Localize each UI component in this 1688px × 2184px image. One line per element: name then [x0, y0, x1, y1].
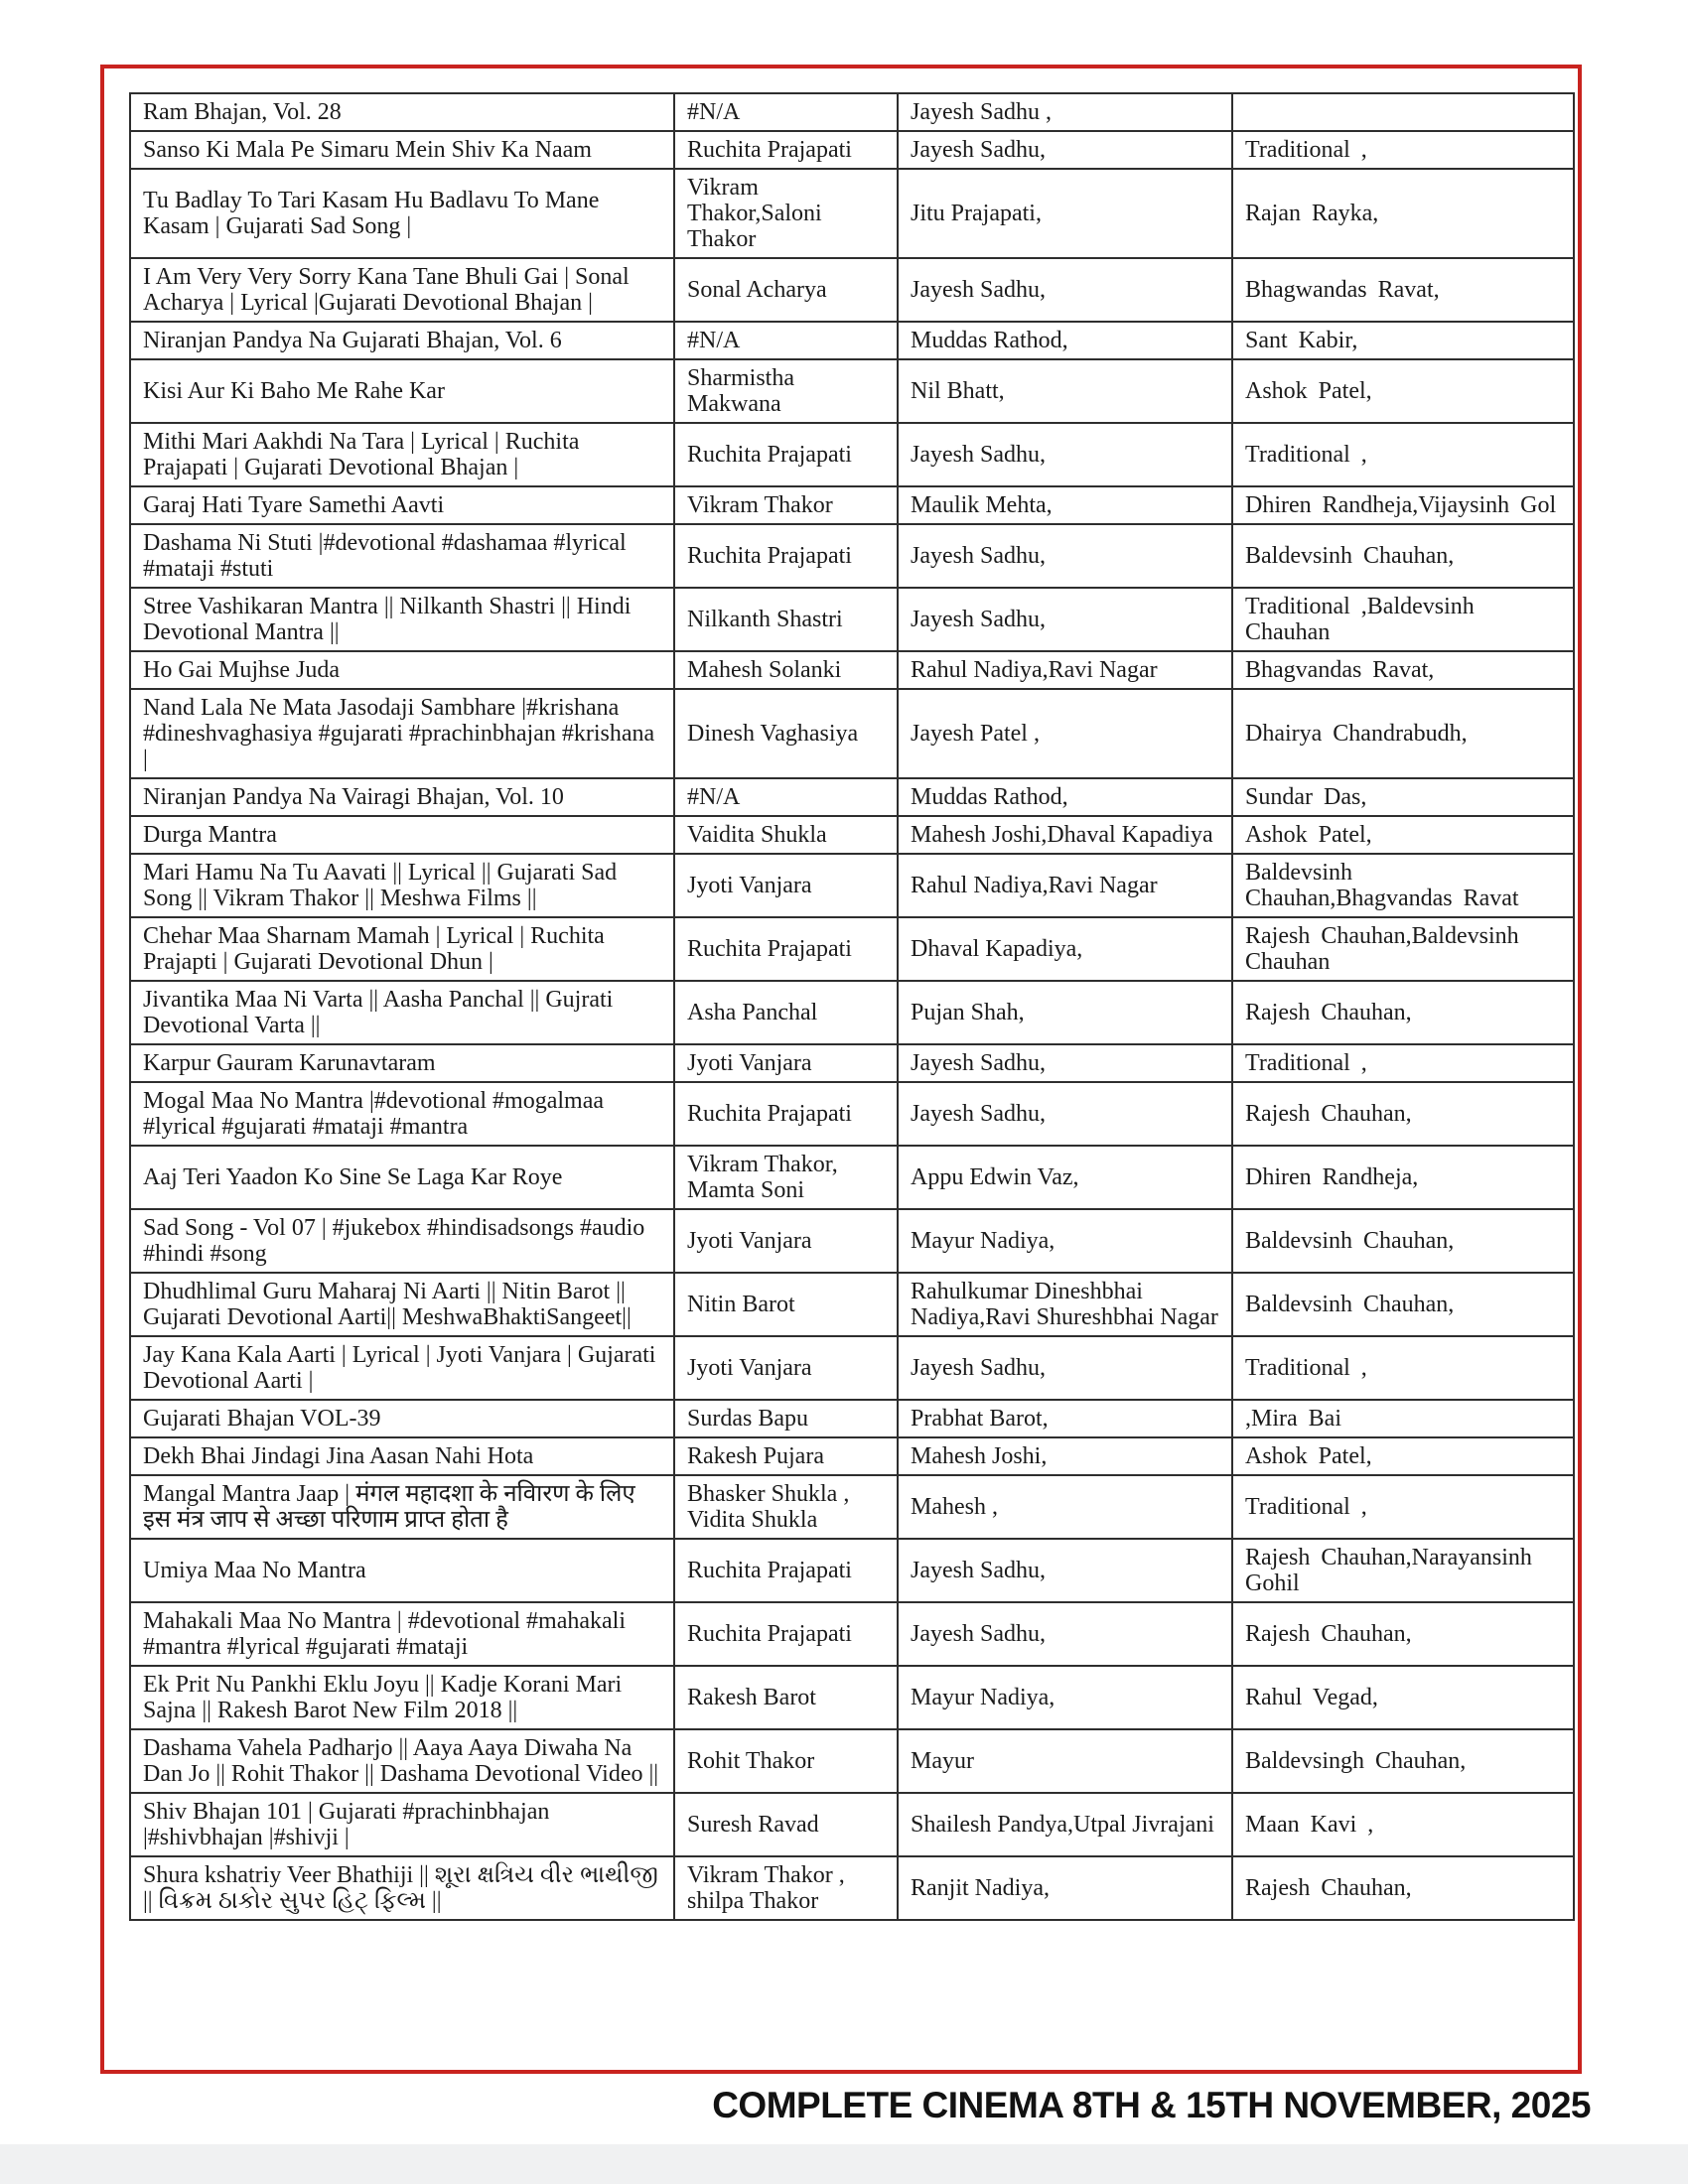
cell-music-director: Jayesh Sadhu, — [898, 1082, 1232, 1146]
cell-singer: Ruchita Prajapati — [674, 1082, 898, 1146]
table-row — [130, 1539, 1574, 1602]
cell-singer: Ruchita Prajapati — [674, 131, 898, 169]
cell-music-director: Jayesh Sadhu, — [898, 588, 1232, 651]
cell-lyricist: ,Mira Bai — [1232, 1400, 1574, 1437]
table-row — [130, 1146, 1574, 1209]
cell-lyricist — [1232, 93, 1574, 131]
cell-lyricist: Rajesh Chauhan,Baldevsinh Chauhan — [1232, 917, 1574, 981]
cell-music-director: Mayur Nadiya, — [898, 1666, 1232, 1729]
cell-singer: Nitin Barot — [674, 1273, 898, 1336]
cell-title: Mithi Mari Aakhdi Na Tara | Lyrical | Ruchita Prajapati | Gujarati Devotional Bhajan | — [130, 423, 674, 486]
cell-music-director: Shailesh Pandya,Utpal Jivrajani — [898, 1793, 1232, 1856]
cell-title: Ram Bhajan, Vol. 28 — [130, 93, 674, 131]
cell-music-director: Mayur — [898, 1729, 1232, 1793]
cell-lyricist: Baldevsinh Chauhan, — [1232, 524, 1574, 588]
table-row — [130, 778, 1574, 816]
table-row — [130, 917, 1574, 981]
cell-title: Mogal Maa No Mantra |#devotional #mogalmaa #lyrical #gujarati #mataji #mantra — [130, 1082, 674, 1146]
table-row — [130, 689, 1574, 778]
cell-lyricist: Rajesh Chauhan, — [1232, 1082, 1574, 1146]
cell-lyricist: Ashok Patel, — [1232, 359, 1574, 423]
table-row — [130, 131, 1574, 169]
cell-singer: Jyoti Vanjara — [674, 1336, 898, 1400]
page-bottom-shade — [0, 2144, 1688, 2184]
cell-title: Mangal Mantra Jaap | मंगल महादशा के नविारण के लिए इस मंत्र जाप से अच्छा परिणाम प्राप्त होता है — [130, 1475, 674, 1539]
cell-lyricist: Traditional , — [1232, 1044, 1574, 1082]
table-row — [130, 1602, 1574, 1666]
cell-lyricist: Ashok Patel, — [1232, 816, 1574, 854]
table-row — [130, 1856, 1574, 1920]
cell-lyricist: Baldevsingh Chauhan, — [1232, 1729, 1574, 1793]
cell-music-director: Jayesh Sadhu , — [898, 93, 1232, 131]
cell-lyricist: Rahul Vegad, — [1232, 1666, 1574, 1729]
cell-lyricist: Traditional ,Baldevsinh Chauhan — [1232, 588, 1574, 651]
footer-caption: COMPLETE CINEMA 8TH & 15TH NOVEMBER, 2025 — [712, 2085, 1591, 2125]
cell-title: Gujarati Bhajan VOL-39 — [130, 1400, 674, 1437]
cell-title: Shura kshatriy Veer Bhathiji || શૂરા ક્ષત્રિય વીર ભાથીજી || વિક્રમ ઠાકોર સુપર હિટ્ ફિલ્મ || — [130, 1856, 674, 1920]
cell-lyricist: Traditional , — [1232, 423, 1574, 486]
table-row — [130, 524, 1574, 588]
table-row — [130, 1437, 1574, 1475]
cell-lyricist: Rajesh Chauhan, — [1232, 1856, 1574, 1920]
cell-singer: Nilkanth Shastri — [674, 588, 898, 651]
cell-singer: #N/A — [674, 322, 898, 359]
cell-title: Mahakali Maa No Mantra | #devotional #mahakali #mantra #lyrical #gujarati #mataji — [130, 1602, 674, 1666]
cell-singer: Sharmistha Makwana — [674, 359, 898, 423]
table-row — [130, 1044, 1574, 1082]
table-row — [130, 1273, 1574, 1336]
cell-title: Ek Prit Nu Pankhi Eklu Joyu || Kadje Korani Mari Sajna || Rakesh Barot New Film 2018 || — [130, 1666, 674, 1729]
cell-title: I Am Very Very Sorry Kana Tane Bhuli Gai | Sonal Acharya | Lyrical |Gujarati Devotional Bhajan | — [130, 258, 674, 322]
cell-music-director: Dhaval Kapadiya, — [898, 917, 1232, 981]
cell-singer: Rohit Thakor — [674, 1729, 898, 1793]
cell-title: Niranjan Pandya Na Vairagi Bhajan, Vol. 10 — [130, 778, 674, 816]
cell-title: Dashama Vahela Padharjo || Aaya Aaya Diwaha Na Dan Jo || Rohit Thakor || Dashama Devotional Video || — [130, 1729, 674, 1793]
table-row — [130, 1336, 1574, 1400]
cell-title: Garaj Hati Tyare Samethi Aavti — [130, 486, 674, 524]
cell-singer: Asha Panchal — [674, 981, 898, 1044]
credits-rows — [130, 93, 1574, 1920]
cell-lyricist: Rajesh Chauhan, — [1232, 1602, 1574, 1666]
cell-music-director: Rahulkumar Dineshbhai Nadiya,Ravi Shureshbhai Nagar — [898, 1273, 1232, 1336]
cell-singer: Jyoti Vanjara — [674, 1209, 898, 1273]
cell-music-director: Muddas Rathod, — [898, 778, 1232, 816]
cell-music-director: Mahesh Joshi,Dhaval Kapadiya — [898, 816, 1232, 854]
cell-lyricist: Dhiren Randheja, — [1232, 1146, 1574, 1209]
cell-singer: Rakesh Barot — [674, 1666, 898, 1729]
table-row — [130, 423, 1574, 486]
cell-singer: Vikram Thakor , shilpa Thakor — [674, 1856, 898, 1920]
cell-singer: Sonal Acharya — [674, 258, 898, 322]
cell-singer: Rakesh Pujara — [674, 1437, 898, 1475]
cell-lyricist: Traditional , — [1232, 131, 1574, 169]
cell-title: Sad Song - Vol 07 | #jukebox #hindisadsongs #audio #hindi #song — [130, 1209, 674, 1273]
cell-title: Niranjan Pandya Na Gujarati Bhajan, Vol. 6 — [130, 322, 674, 359]
cell-title: Umiya Maa No Mantra — [130, 1539, 674, 1602]
table-row — [130, 93, 1574, 131]
cell-singer: Jyoti Vanjara — [674, 1044, 898, 1082]
cell-title: Stree Vashikaran Mantra || Nilkanth Shastri || Hindi Devotional Mantra || — [130, 588, 674, 651]
cell-lyricist: Dhiren Randheja,Vijaysinh Gol — [1232, 486, 1574, 524]
cell-music-director: Appu Edwin Vaz, — [898, 1146, 1232, 1209]
cell-lyricist: Traditional , — [1232, 1475, 1574, 1539]
cell-music-director: Nil Bhatt, — [898, 359, 1232, 423]
table-row — [130, 1666, 1574, 1729]
cell-singer: Dinesh Vaghasiya — [674, 689, 898, 778]
table-row — [130, 651, 1574, 689]
cell-lyricist: Maan Kavi , — [1232, 1793, 1574, 1856]
cell-music-director: Maulik Mehta, — [898, 486, 1232, 524]
cell-singer: Suresh Ravad — [674, 1793, 898, 1856]
table-row — [130, 816, 1574, 854]
cell-music-director: Jayesh Sadhu, — [898, 1602, 1232, 1666]
cell-lyricist: Sant Kabir, — [1232, 322, 1574, 359]
cell-title: Tu Badlay To Tari Kasam Hu Badlavu To Mane Kasam | Gujarati Sad Song | — [130, 169, 674, 258]
cell-singer: Bhasker Shukla , Vidita Shukla — [674, 1475, 898, 1539]
table-row — [130, 588, 1574, 651]
cell-music-director: Muddas Rathod, — [898, 322, 1232, 359]
cell-title: Jivantika Maa Ni Varta || Aasha Panchal || Gujrati Devotional Varta || — [130, 981, 674, 1044]
cell-title: Kisi Aur Ki Baho Me Rahe Kar — [130, 359, 674, 423]
cell-lyricist: Baldevsinh Chauhan, — [1232, 1273, 1574, 1336]
table-row — [130, 322, 1574, 359]
table-row — [130, 169, 1574, 258]
cell-singer: Ruchita Prajapati — [674, 917, 898, 981]
cell-music-director: Jayesh Sadhu, — [898, 423, 1232, 486]
cell-music-director: Prabhat Barot, — [898, 1400, 1232, 1437]
table-row — [130, 981, 1574, 1044]
cell-singer: #N/A — [674, 778, 898, 816]
cell-music-director: Jayesh Sadhu, — [898, 1336, 1232, 1400]
cell-title: Dashama Ni Stuti |#devotional #dashamaa #lyrical #mataji #stuti — [130, 524, 674, 588]
cell-singer: Mahesh Solanki — [674, 651, 898, 689]
cell-lyricist: Rajan Rayka, — [1232, 169, 1574, 258]
cell-title: Karpur Gauram Karunavtaram — [130, 1044, 674, 1082]
cell-singer: Ruchita Prajapati — [674, 1602, 898, 1666]
cell-lyricist: Bhagvandas Ravat, — [1232, 651, 1574, 689]
cell-lyricist: Ashok Patel, — [1232, 1437, 1574, 1475]
table-row — [130, 1475, 1574, 1539]
cell-title: Aaj Teri Yaadon Ko Sine Se Laga Kar Roye — [130, 1146, 674, 1209]
cell-music-director: Mahesh , — [898, 1475, 1232, 1539]
table-row — [130, 854, 1574, 917]
cell-music-director: Rahul Nadiya,Ravi Nagar — [898, 854, 1232, 917]
cell-singer: Ruchita Prajapati — [674, 524, 898, 588]
cell-music-director: Jayesh Sadhu, — [898, 524, 1232, 588]
table-row — [130, 359, 1574, 423]
cell-title: Nand Lala Ne Mata Jasodaji Sambhare |#krishana #dineshvaghasiya #gujarati #prachinbhajan #krishana | — [130, 689, 674, 778]
cell-title: Jay Kana Kala Aarti | Lyrical | Jyoti Vanjara | Gujarati Devotional Aarti | — [130, 1336, 674, 1400]
cell-music-director: Mahesh Joshi, — [898, 1437, 1232, 1475]
cell-title: Dekh Bhai Jindagi Jina Aasan Nahi Hota — [130, 1437, 674, 1475]
cell-lyricist: Rajesh Chauhan,Narayansinh Gohil — [1232, 1539, 1574, 1602]
cell-music-director: Jitu Prajapati, — [898, 169, 1232, 258]
cell-singer: Vikram Thakor, Mamta Soni — [674, 1146, 898, 1209]
cell-title: Mari Hamu Na Tu Aavati || Lyrical || Gujarati Sad Song || Vikram Thakor || Meshwa Films || — [130, 854, 674, 917]
cell-singer: Vikram Thakor — [674, 486, 898, 524]
cell-lyricist: Baldevsinh Chauhan, — [1232, 1209, 1574, 1273]
table-row — [130, 1793, 1574, 1856]
cell-title: Dhudhlimal Guru Maharaj Ni Aarti || Nitin Barot || Gujarati Devotional Aarti|| MeshwaBhaktiSangeet|| — [130, 1273, 674, 1336]
table-row — [130, 1209, 1574, 1273]
cell-music-director: Pujan Shah, — [898, 981, 1232, 1044]
cell-singer: Vaidita Shukla — [674, 816, 898, 854]
cell-lyricist: Traditional , — [1232, 1336, 1574, 1400]
cell-title: Chehar Maa Sharnam Mamah | Lyrical | Ruchita Prajapti | Gujarati Devotional Dhun | — [130, 917, 674, 981]
page-border-frame — [100, 65, 1582, 2074]
cell-singer: #N/A — [674, 93, 898, 131]
cell-title: Sanso Ki Mala Pe Simaru Mein Shiv Ka Naam — [130, 131, 674, 169]
table-row — [130, 486, 1574, 524]
cell-music-director: Jayesh Sadhu, — [898, 1044, 1232, 1082]
cell-title: Shiv Bhajan 101 | Gujarati #prachinbhajan |#shivbhajan |#shivji | — [130, 1793, 674, 1856]
table-row — [130, 258, 1574, 322]
cell-lyricist: Rajesh Chauhan, — [1232, 981, 1574, 1044]
cell-singer: Surdas Bapu — [674, 1400, 898, 1437]
cell-title: Durga Mantra — [130, 816, 674, 854]
cell-singer: Jyoti Vanjara — [674, 854, 898, 917]
cell-singer: Ruchita Prajapati — [674, 1539, 898, 1602]
cell-music-director: Jayesh Sadhu, — [898, 131, 1232, 169]
cell-lyricist: Baldevsinh Chauhan,Bhagvandas Ravat — [1232, 854, 1574, 917]
cell-music-director: Jayesh Sadhu, — [898, 1539, 1232, 1602]
table-row — [130, 1082, 1574, 1146]
cell-music-director: Mayur Nadiya, — [898, 1209, 1232, 1273]
cell-music-director: Rahul Nadiya,Ravi Nagar — [898, 651, 1232, 689]
cell-music-director: Ranjit Nadiya, — [898, 1856, 1232, 1920]
cell-music-director: Jayesh Sadhu, — [898, 258, 1232, 322]
cell-music-director: Jayesh Patel , — [898, 689, 1232, 778]
cell-lyricist: Dhairya Chandrabudh, — [1232, 689, 1574, 778]
cell-title: Ho Gai Mujhse Juda — [130, 651, 674, 689]
cell-singer: Vikram Thakor,Saloni Thakor — [674, 169, 898, 258]
table-row — [130, 1729, 1574, 1793]
table-row — [130, 1400, 1574, 1437]
cell-lyricist: Sundar Das, — [1232, 778, 1574, 816]
cell-lyricist: Bhagwandas Ravat, — [1232, 258, 1574, 322]
film-credits-table — [129, 92, 1575, 1921]
cell-singer: Ruchita Prajapati — [674, 423, 898, 486]
